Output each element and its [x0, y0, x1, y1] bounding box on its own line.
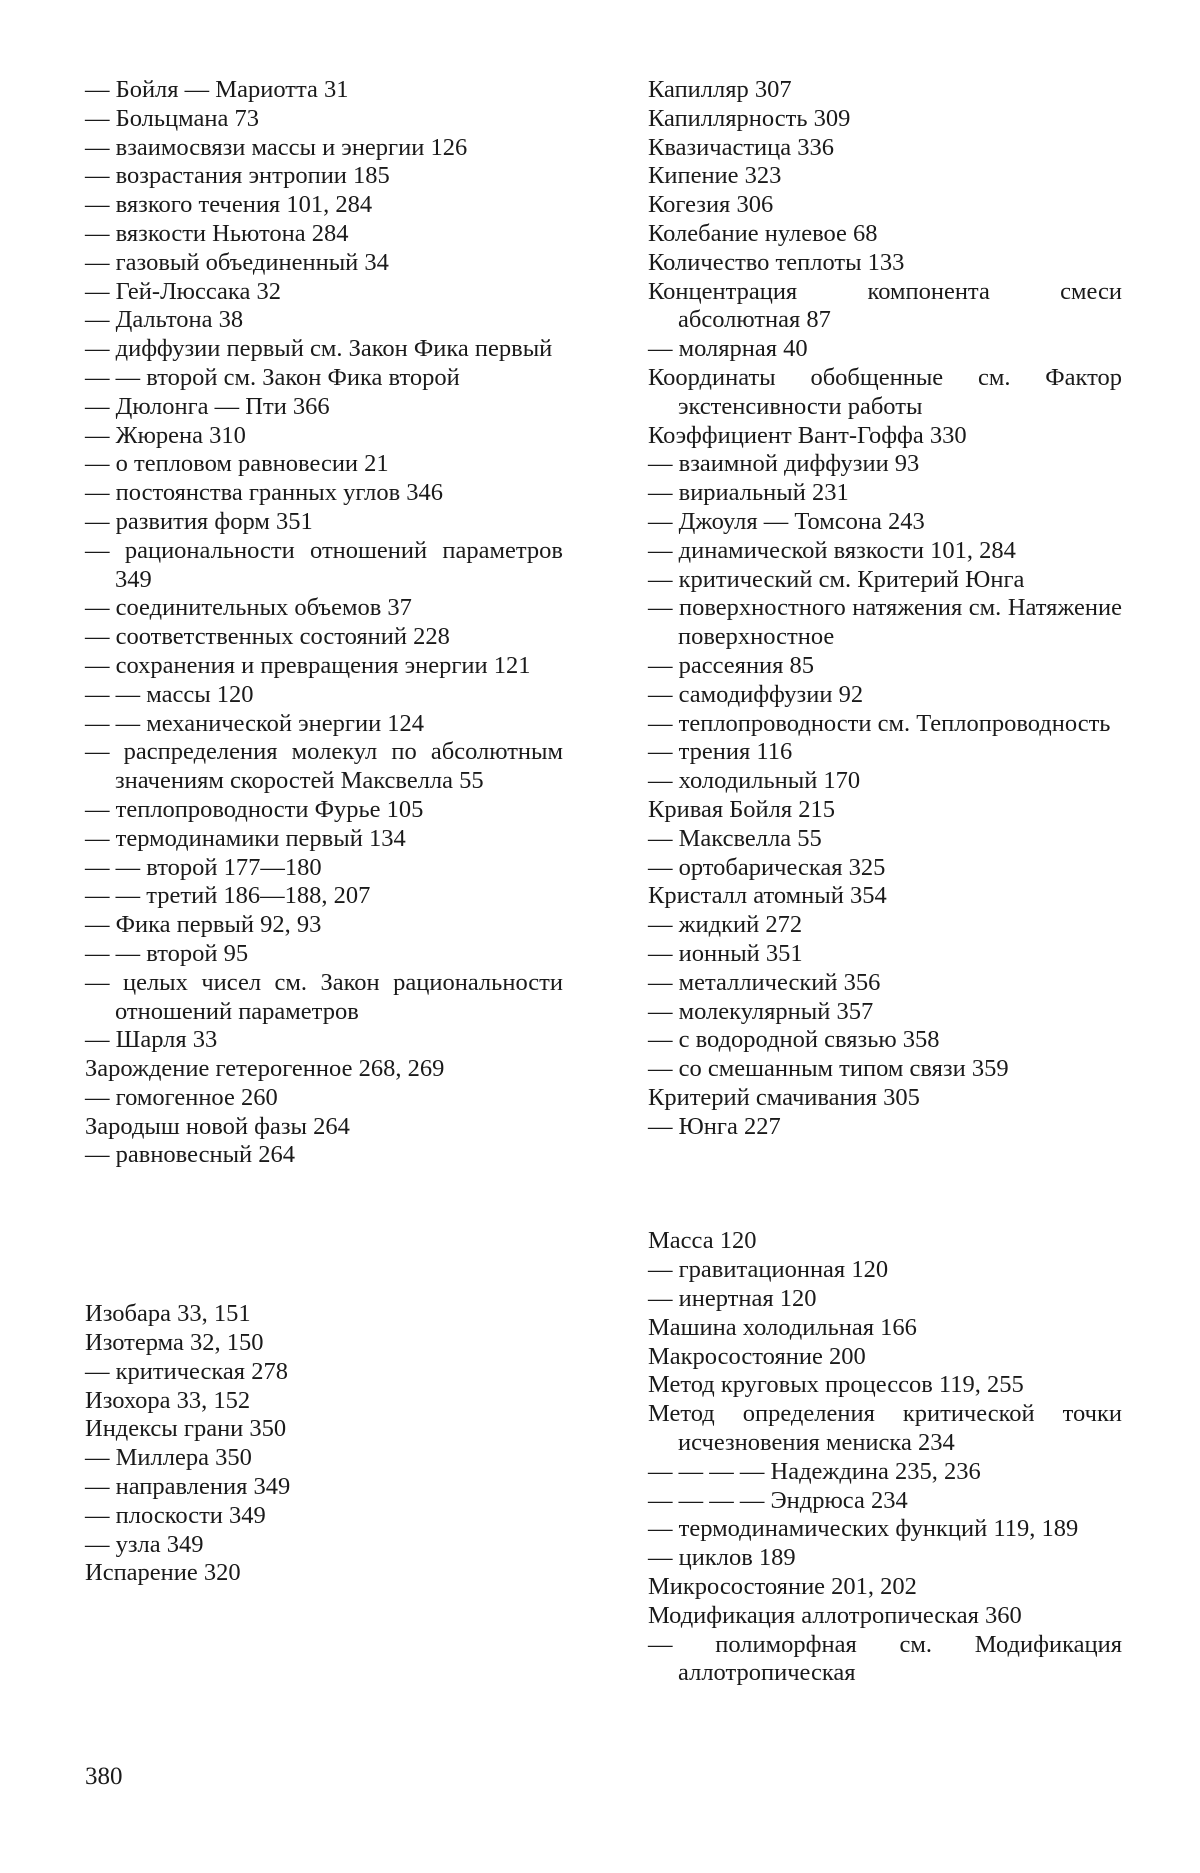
index-entry: — рассеяния 85: [648, 651, 815, 679]
index-entry: Испарение 320: [85, 1559, 241, 1587]
index-entry: Масса 120: [648, 1227, 757, 1255]
index-entry: — Больцмана 73: [85, 104, 259, 132]
index-entry: Капилляр 307: [648, 76, 792, 103]
section-gap: [85, 1170, 563, 1300]
index-entry: — инертная 120: [648, 1285, 817, 1313]
index-entry: Изохора 33, 152: [85, 1386, 251, 1414]
index-entry: Машина холодильная 166: [648, 1313, 917, 1341]
index-entry: — газовый объединенный 34: [85, 248, 389, 276]
index-entry: Когезия 306: [648, 191, 774, 219]
index-entry: — — третий 186—188, 207: [85, 882, 371, 910]
index-entry: Колебание нулевое 68: [648, 219, 878, 247]
index-entry: — — второй 177—180: [85, 853, 322, 881]
index-entry: — распределения молекул по абсолютным значениям скоростей Максвелла 55: [85, 738, 563, 795]
index-entry: — трения 116: [648, 738, 793, 766]
index-entry: Критерий смачивания 305: [648, 1083, 920, 1111]
index-entry: — Фика первый 92, 93: [85, 911, 322, 939]
index-entry: — узла 349: [85, 1530, 204, 1558]
index-entry: — плоскости 349: [85, 1501, 266, 1529]
index-entry: Изотерма 32, 150: [85, 1329, 264, 1357]
index-entry: Зародыш новой фазы 264: [85, 1112, 350, 1140]
index-entry: — — — — Надеждина 235, 236: [648, 1457, 981, 1485]
index-entry: — со смешанным типом связи 359: [648, 1055, 1009, 1083]
entries-i: [85, 1300, 563, 1588]
index-entry: — Юнга 227: [648, 1112, 781, 1140]
index-entry: — поверхностного натяжения см. Натяжение поверхностное: [648, 594, 1122, 651]
index-entry: — вириальный 231: [648, 479, 849, 507]
index-entry: — равновесный 264: [85, 1141, 296, 1169]
index-entry: — полиморфная см. Модификация аллотропическая: [648, 1630, 1122, 1687]
index-entry: — Дюлонга — Пти 366: [85, 392, 330, 420]
index-entry: Кристалл атомный 354: [648, 882, 887, 910]
index-entry: — молекулярный 357: [648, 997, 874, 1025]
index-entry: — диффузии первый см. Закон Фика первый: [85, 335, 553, 363]
index-entry: — Жюрена 310: [85, 421, 246, 449]
index-entry: Метод круговых процессов 119, 255: [648, 1371, 1024, 1399]
index-entry: — — массы 120: [85, 680, 254, 708]
index-entry: Кипение 323: [648, 162, 782, 190]
index-entry: Кривая Бойля 215: [648, 795, 836, 823]
index-entry: — вязкости Ньютона 284: [85, 219, 349, 247]
index-entry: — — — — Эндрюса 234: [648, 1486, 908, 1514]
index-entry: — Дальтона 38: [85, 306, 244, 334]
index-entry: — металлический 356: [648, 968, 881, 996]
index-entry: — — механической энергии 124: [85, 709, 425, 737]
index-entry: — термодинамики первый 134: [85, 824, 406, 852]
index-entry: — о тепловом равновесии 21: [85, 450, 389, 478]
index-entry: Квазичастица 336: [648, 133, 834, 161]
index-entry: — динамической вязкости 101, 284: [648, 536, 1016, 564]
page-number: 380: [85, 1763, 123, 1790]
index-entry: — развития форм 351: [85, 507, 313, 535]
index-entry: Координаты обобщенные см. Фактор экстенсивности работы: [648, 363, 1122, 420]
index-entry: — — второй 95: [85, 939, 249, 967]
index-entry: — постоянства гранных углов 346: [85, 479, 444, 507]
index-entry: — взаимосвязи массы и энергии 126: [85, 133, 468, 161]
index-entry: — циклов 189: [648, 1544, 796, 1572]
index-entry: Изобара 33, 151: [85, 1300, 251, 1328]
index-entry: Макросостояние 200: [648, 1342, 866, 1370]
index-entry: — соединительных объемов 37: [85, 594, 412, 622]
index-entry: — критическая 278: [85, 1357, 288, 1385]
index-entry: — ортобарическая 325: [648, 853, 886, 881]
index-entry: Микросостояние 201, 202: [648, 1573, 917, 1601]
entries-k: [648, 76, 1122, 1141]
index-entry: Индексы грани 350: [85, 1415, 287, 1443]
index-entry: — ионный 351: [648, 939, 803, 967]
index-entry: — Миллера 350: [85, 1444, 252, 1472]
index-entry: — соответственных состояний 228: [85, 623, 450, 651]
index-entry: — самодиффузии 92: [648, 680, 864, 708]
index-entry: — теплопроводности Фурье 105: [85, 795, 424, 823]
index-entry: Модификация аллотропическая 360: [648, 1601, 1022, 1629]
left-column: [85, 76, 563, 1588]
index-entry: Капиллярность 309: [648, 104, 851, 132]
index-entry: — холодильный 170: [648, 767, 861, 795]
index-entry: — теплопроводности см. Теплопроводность: [648, 709, 1111, 737]
index-entry: Зарождение гетерогенное 268, 269: [85, 1055, 445, 1083]
index-entry: — гравитационная 120: [648, 1256, 889, 1284]
index-entry: — — второй см. Закон Фика второй: [85, 363, 460, 391]
index-entry: — целых чисел см. Закон рациональности отношений параметров: [85, 968, 563, 1025]
index-entry: — вязкого течения 101, 284: [85, 191, 373, 219]
right-column: [648, 76, 1122, 1688]
index-entry: — возрастания энтропии 185: [85, 162, 390, 190]
index-entry: — Максвелла 55: [648, 824, 822, 852]
index-entry: — гомогенное 260: [85, 1083, 278, 1111]
index-entry: — критический см. Критерий Юнга: [648, 565, 1025, 593]
index-entry: — сохранения и превращения энергии 121: [85, 651, 531, 679]
index-entry: — взаимной диффузии 93: [648, 450, 920, 478]
entries-m: [648, 1227, 1122, 1688]
index-entry: Коэффициент Вант-Гоффа 330: [648, 421, 967, 449]
index-entry: — Бойля — Мариотта 31: [85, 76, 349, 103]
index-entry: — жидкий 272: [648, 911, 803, 939]
section-gap: [648, 1141, 1122, 1227]
index-entry: — молярная 40: [648, 335, 808, 363]
index-entry: Концентрация компонента смеси абсолютная 87: [648, 277, 1122, 334]
index-entry: Метод определения критической точки исчезновения мениска 234: [648, 1400, 1122, 1457]
index-entry: Количество теплоты 133: [648, 248, 905, 276]
index-entry: — Джоуля — Томсона 243: [648, 507, 925, 535]
index-entry: — рациональности отношений параметров 349: [85, 536, 563, 593]
index-entry: — направления 349: [85, 1473, 291, 1501]
index-entry: — Гей-Люссака 32: [85, 277, 281, 305]
index-entry: — Шарля 33: [85, 1026, 218, 1054]
index-entry: — с водородной связью 358: [648, 1026, 940, 1054]
index-entry: — термодинамических функций 119, 189: [648, 1515, 1079, 1543]
entries-z: [85, 76, 563, 1170]
